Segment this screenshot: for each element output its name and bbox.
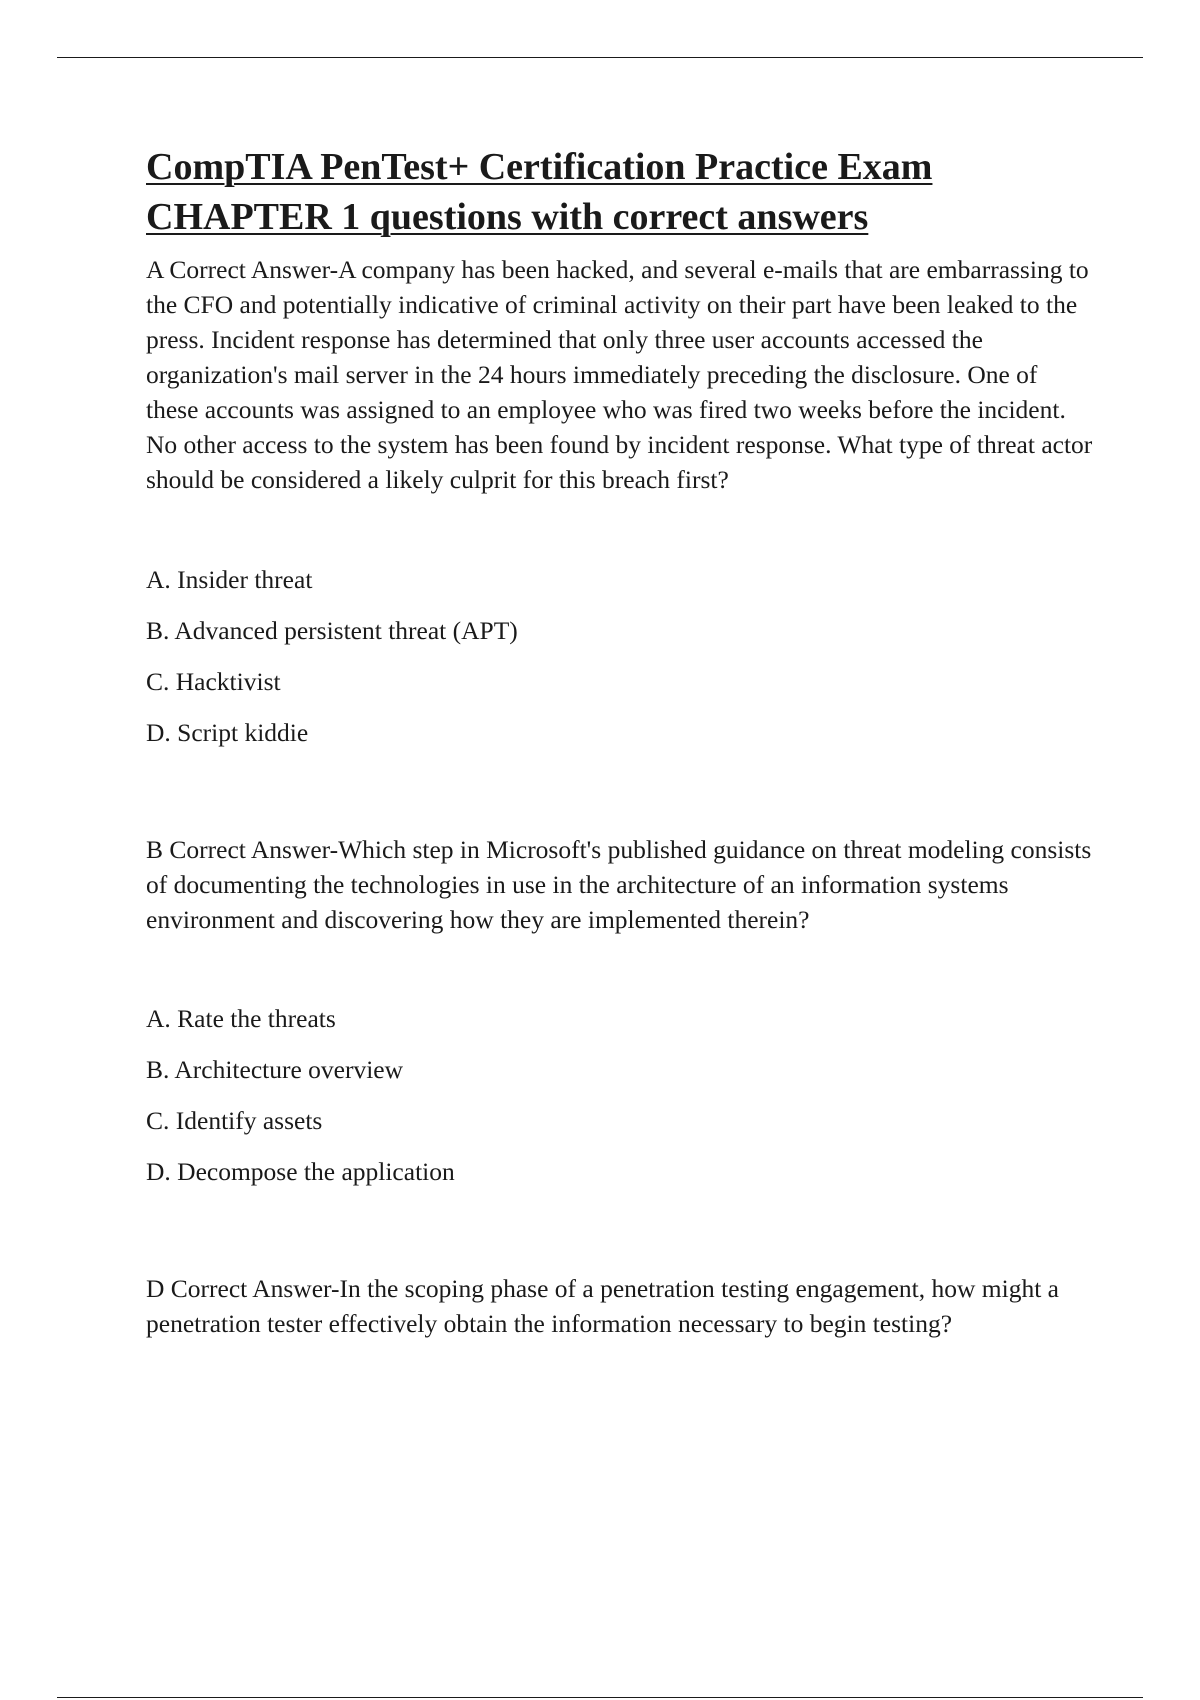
option-item: C. Identify assets: [146, 1106, 323, 1135]
option-item: D. Decompose the application: [146, 1157, 455, 1186]
option-item: D. Script kiddie: [146, 718, 309, 747]
question-2-options: [146, 1001, 1096, 1205]
question-3-text: D Correct Answer-In the scoping phase of a penetration testing engagement, how might a penetration tester effectively obtain the information necessary to begin testing?: [146, 1274, 1059, 1338]
document-body: [146, 142, 1096, 1341]
option-item: B. Architecture overview: [146, 1055, 404, 1084]
option-item: A. Insider threat: [146, 565, 313, 594]
option-item: A. Rate the threats: [146, 1004, 336, 1033]
option-item: C. Hacktivist: [146, 667, 281, 696]
option-item: B. Advanced persistent threat (APT): [146, 616, 518, 645]
document-title: [146, 142, 1096, 242]
title-line-2: CHAPTER 1 questions with correct answers: [146, 196, 869, 238]
bottom-rule: [57, 1697, 1143, 1698]
question-1-text: A Correct Answer-A company has been hacked, and several e-mails that are embarrassing to the CFO and potentially indicative of criminal activity on their part have been leaked to the press. Incident response has determined that only three user accounts accessed the organization's mail server in the 24 hours immediately preceding the disclosure. One of these accounts was assigned to an employee who was fired two weeks before the incident. No other access to the system has been found by incident response. What type of threat actor should be considered a likely culprit for this breach first?: [146, 255, 1093, 494]
question-1-options: [146, 562, 1096, 766]
question-2-text: B Correct Answer-Which step in Microsoft's published guidance on threat modeling consists of documenting the technologies in use in the architecture of an information systems environment and discovering how they are implemented therein?: [146, 835, 1092, 934]
title-line-1: CompTIA PenTest+ Certification Practice Exam: [146, 146, 933, 188]
top-rule: [57, 57, 1143, 58]
